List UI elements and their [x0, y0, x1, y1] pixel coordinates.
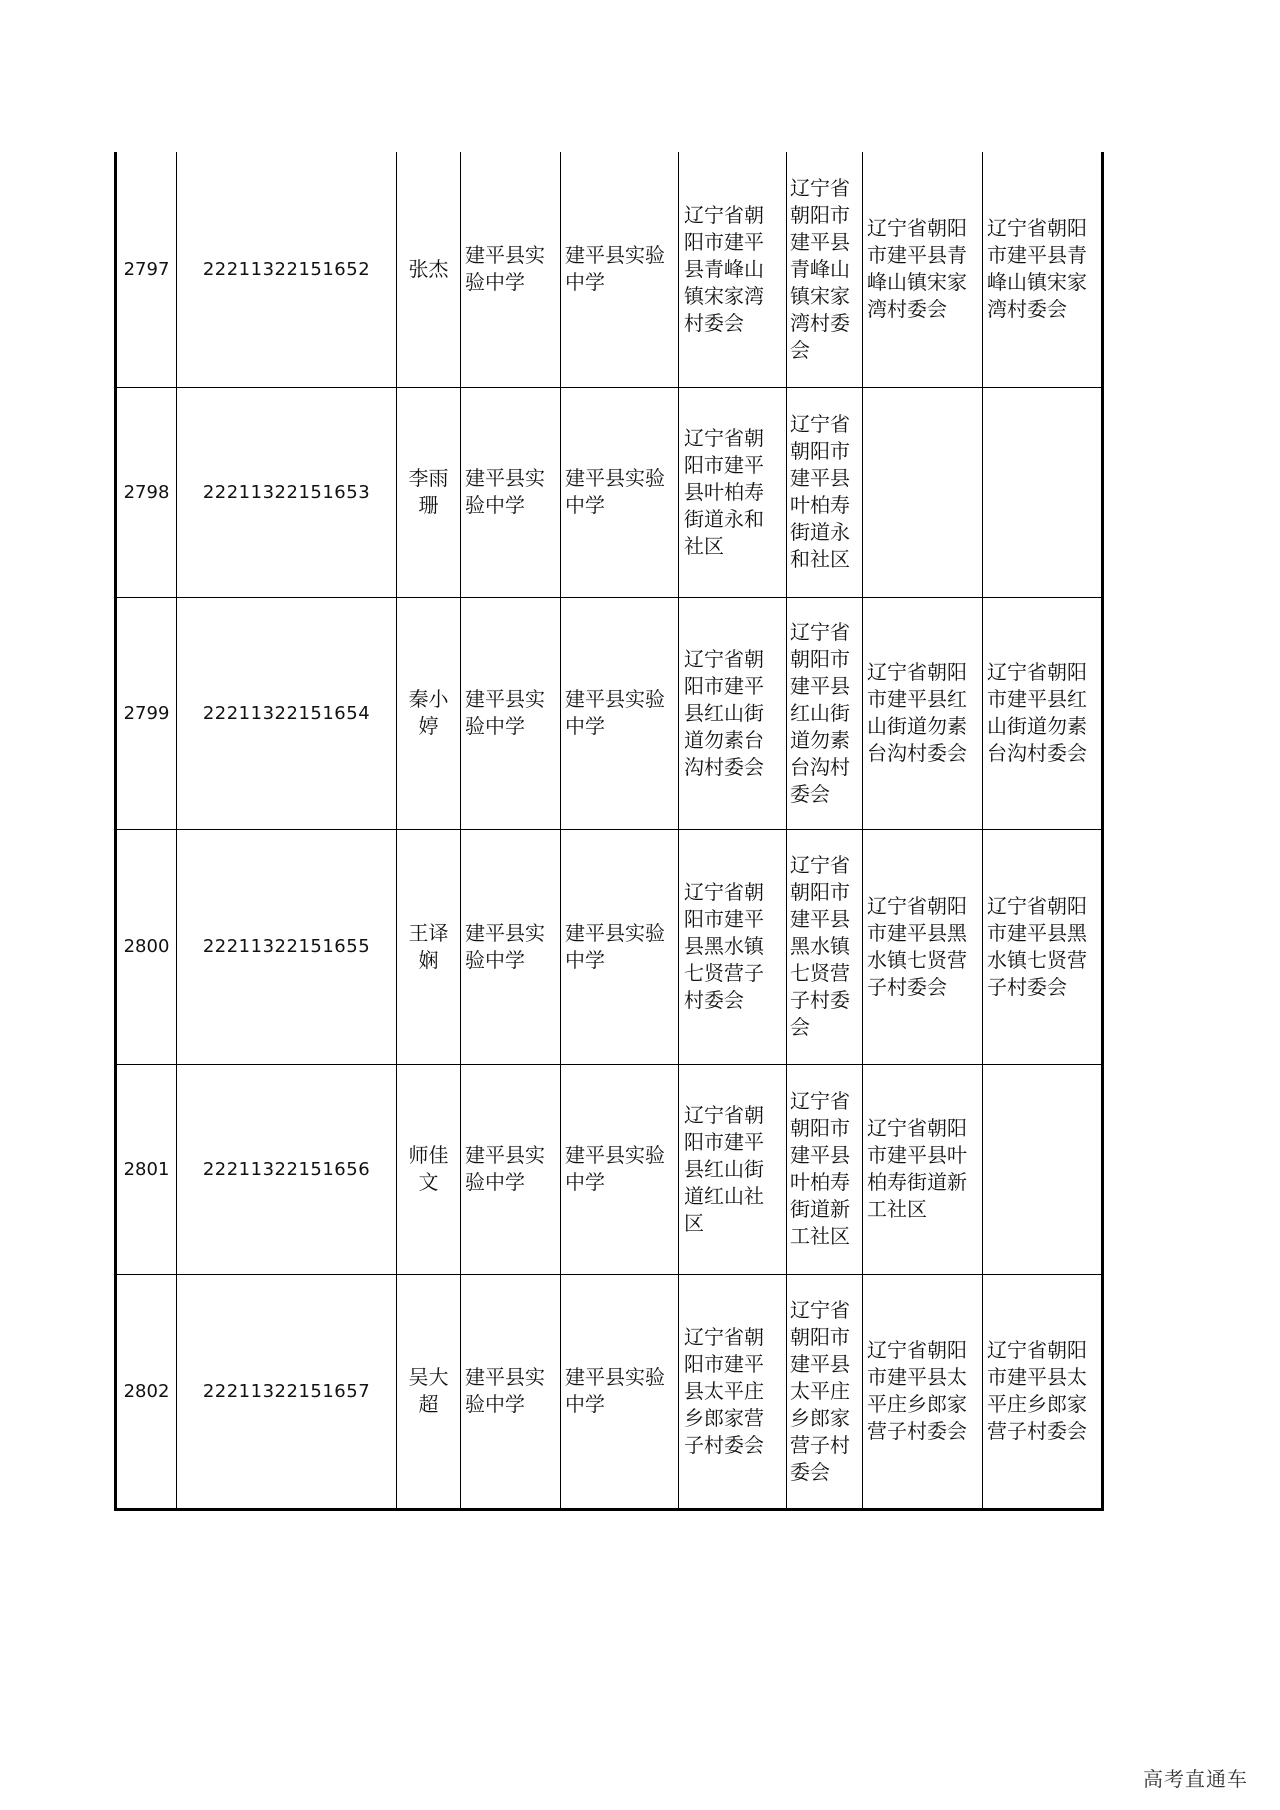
exam-id-cell: 22211322151653: [177, 387, 397, 597]
address-cell-4: 辽宁省朝阳市建平县黑水镇七贤营子村委会: [983, 829, 1103, 1064]
table-row: [116, 387, 1103, 597]
address-cell: 辽宁省朝阳市建平县太平庄乡郎家营子村委会: [679, 1274, 787, 1509]
school-cell-2: 建平县实验中学: [561, 152, 679, 387]
seq-cell: 2798: [116, 387, 177, 597]
name-cell: 吴大超: [397, 1274, 461, 1509]
school-cell-2: 建平县实验中学: [561, 387, 679, 597]
school-cell: 建平县实验中学: [461, 597, 561, 829]
address-cell-3: 辽宁省朝阳市建平县黑水镇七贤营子村委会: [863, 829, 983, 1064]
address-cell-3: 辽宁省朝阳市建平县青峰山镇宋家湾村委会: [863, 152, 983, 387]
name-cell: 张杰: [397, 152, 461, 387]
address-cell: 辽宁省朝阳市建平县青峰山镇宋家湾村委会: [679, 152, 787, 387]
address-cell: 辽宁省朝阳市建平县黑水镇七贤营子村委会: [679, 829, 787, 1064]
name-cell: 王译娴: [397, 829, 461, 1064]
address-cell: 辽宁省朝阳市建平县红山街道勿素台沟村委会: [679, 597, 787, 829]
school-cell-2: 建平县实验中学: [561, 597, 679, 829]
address-cell-4: [983, 387, 1103, 597]
seq-cell: 2797: [116, 152, 177, 387]
seq-cell: 2800: [116, 829, 177, 1064]
address-cell-3: 辽宁省朝阳市建平县红山街道勿素台沟村委会: [863, 597, 983, 829]
exam-id-cell: 22211322151657: [177, 1274, 397, 1509]
address-cell-2: 辽宁省朝阳市建平县黑水镇七贤营子村委会: [787, 829, 863, 1064]
school-cell-2: 建平县实验中学: [561, 1274, 679, 1509]
address-cell: 辽宁省朝阳市建平县红山街道红山社区: [679, 1064, 787, 1274]
seq-cell: 2799: [116, 597, 177, 829]
table-row: [116, 1274, 1103, 1509]
table-row: [116, 152, 1103, 387]
school-cell-2: 建平县实验中学: [561, 829, 679, 1064]
school-cell: 建平县实验中学: [461, 1274, 561, 1509]
name-cell: 秦小婷: [397, 597, 461, 829]
exam-id-cell: 22211322151655: [177, 829, 397, 1064]
address-cell-2: 辽宁省朝阳市建平县叶柏寿街道永和社区: [787, 387, 863, 597]
exam-id-cell: 22211322151656: [177, 1064, 397, 1274]
school-cell: 建平县实验中学: [461, 152, 561, 387]
address-cell-2: 辽宁省朝阳市建平县太平庄乡郎家营子村委会: [787, 1274, 863, 1509]
watermark-text: 高考直通车: [1143, 1767, 1248, 1791]
table-row: [116, 1064, 1103, 1274]
address-cell-4: 辽宁省朝阳市建平县青峰山镇宋家湾村委会: [983, 152, 1103, 387]
exam-id-cell: 22211322151652: [177, 152, 397, 387]
address-cell: 辽宁省朝阳市建平县叶柏寿街道永和社区: [679, 387, 787, 597]
address-cell-3: 辽宁省朝阳市建平县叶柏寿街道新工社区: [863, 1064, 983, 1274]
school-cell-2: 建平县实验中学: [561, 1064, 679, 1274]
address-cell-2: 辽宁省朝阳市建平县青峰山镇宋家湾村委会: [787, 152, 863, 387]
address-cell-3: [863, 387, 983, 597]
table-row: [116, 597, 1103, 829]
name-cell: 李雨珊: [397, 387, 461, 597]
seq-cell: 2801: [116, 1064, 177, 1274]
table-row: [116, 829, 1103, 1064]
school-cell: 建平县实验中学: [461, 1064, 561, 1274]
name-cell: 师佳文: [397, 1064, 461, 1274]
seq-cell: 2802: [116, 1274, 177, 1509]
address-cell-2: 辽宁省朝阳市建平县红山街道勿素台沟村委会: [787, 597, 863, 829]
school-cell: 建平县实验中学: [461, 829, 561, 1064]
address-cell-3: 辽宁省朝阳市建平县太平庄乡郎家营子村委会: [863, 1274, 983, 1509]
address-cell-2: 辽宁省朝阳市建平县叶柏寿街道新工社区: [787, 1064, 863, 1274]
roster-table: [114, 152, 1104, 1511]
address-cell-4: 辽宁省朝阳市建平县太平庄乡郎家营子村委会: [983, 1274, 1103, 1509]
address-cell-4: [983, 1064, 1103, 1274]
exam-id-cell: 22211322151654: [177, 597, 397, 829]
address-cell-4: 辽宁省朝阳市建平县红山街道勿素台沟村委会: [983, 597, 1103, 829]
school-cell: 建平县实验中学: [461, 387, 561, 597]
